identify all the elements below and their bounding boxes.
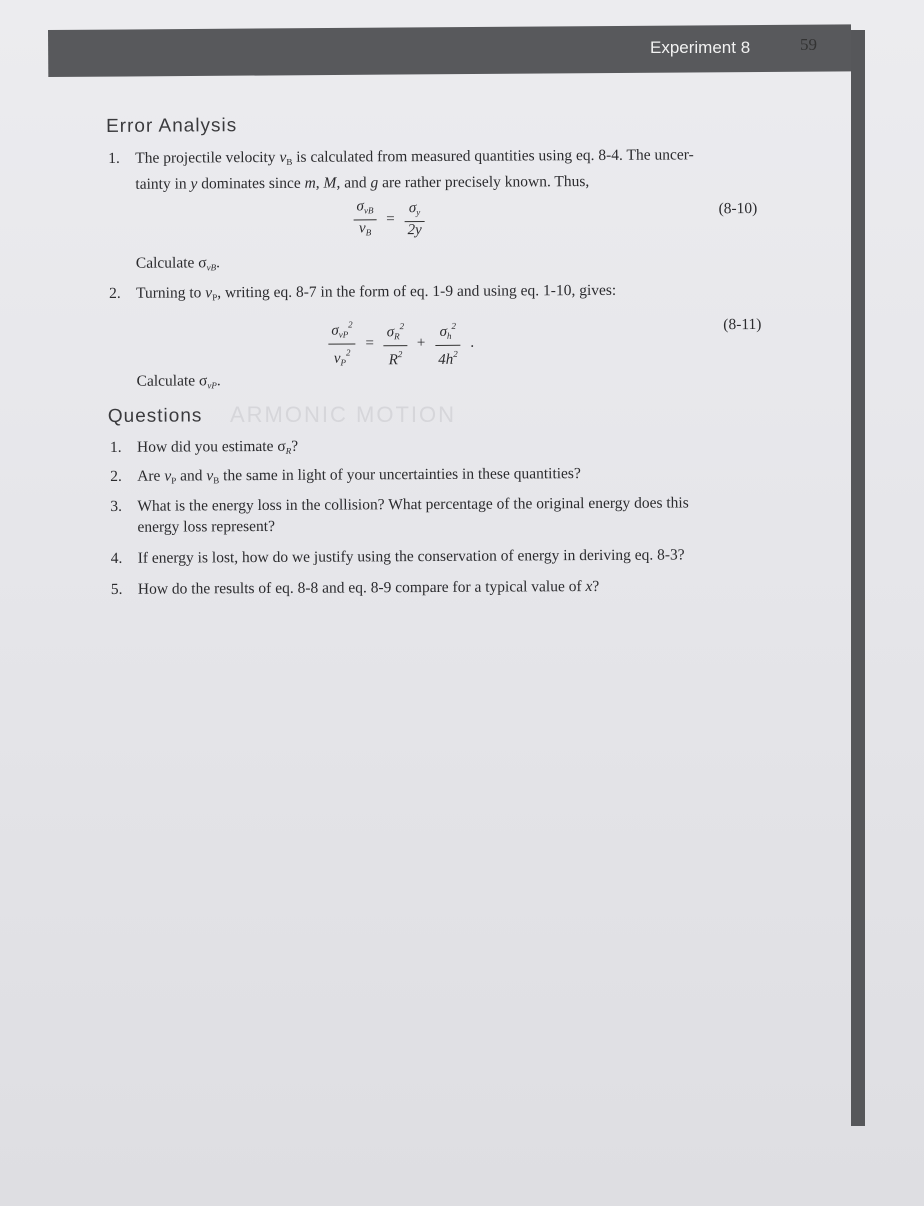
symbol: σ <box>356 198 364 215</box>
fraction <box>328 316 356 371</box>
text: ? <box>291 437 299 455</box>
superscript: 2 <box>451 320 456 331</box>
variable: v <box>206 467 214 485</box>
subscript: vP <box>207 380 217 391</box>
symbol: σ <box>331 322 339 339</box>
symbol: R <box>388 352 398 369</box>
symbol: σ <box>408 200 417 217</box>
fraction <box>435 318 461 369</box>
equation-8-11 <box>325 316 477 372</box>
text: , writing eq. 8-7 in the form of eq. 1-9 and using eq. 1-10, gives: <box>217 281 617 302</box>
symbol: 2y <box>407 222 422 239</box>
text: is calculated from measured quantities using eq. 8-4. The uncer- <box>292 146 694 166</box>
text: the same in light of your uncertainties in these quantities? <box>219 465 581 485</box>
superscript: 2 <box>399 321 405 332</box>
subscript: vB <box>206 262 217 273</box>
text: The projectile velocity <box>135 148 280 167</box>
item-number: 1. <box>109 438 122 456</box>
text: How do the results of eq. 8-8 and eq. 8-9 compare for a typical value of <box>137 578 586 598</box>
question-3 <box>137 492 777 538</box>
error-analysis-title: Error Analysis <box>105 115 238 137</box>
equals-sign: = <box>386 211 395 228</box>
running-head: Experiment 8 <box>650 38 751 57</box>
variable: v <box>279 148 287 166</box>
item-number: 2. <box>109 284 121 302</box>
subscript: P <box>171 475 177 486</box>
text: Calculate σ <box>136 372 208 390</box>
variable: v <box>205 284 213 302</box>
calculate-sigma-vp <box>137 367 777 397</box>
superscript: 2 <box>345 347 351 358</box>
fraction <box>404 200 424 239</box>
symbol: v <box>358 220 366 237</box>
equation-8-10 <box>350 198 427 241</box>
text: dominates since <box>197 174 305 193</box>
subscript: R <box>394 331 400 342</box>
subscript: vP <box>338 329 349 340</box>
item-number: 2. <box>110 467 122 485</box>
subscript: vB <box>363 205 374 216</box>
variable: g <box>370 174 379 192</box>
item-number: 5. <box>110 580 123 598</box>
item-number: 1. <box>108 149 120 167</box>
period: . <box>470 334 475 351</box>
question-1 <box>137 433 777 463</box>
superscript: 2 <box>453 348 458 359</box>
subscript: h <box>446 330 452 341</box>
subscript: B <box>286 156 293 167</box>
text: . <box>216 372 221 390</box>
symbol: σ <box>439 323 448 340</box>
subscript: P <box>212 292 218 303</box>
item-number: 3. <box>110 497 123 515</box>
calculate-sigma-vb <box>136 249 776 279</box>
subscript: B <box>213 475 220 486</box>
text: , <box>315 174 324 192</box>
equation-label: (8-10) <box>718 199 758 218</box>
symbol: 4h <box>438 351 454 368</box>
symbol: v <box>333 350 341 367</box>
fraction <box>384 318 408 369</box>
variable: m <box>304 174 316 192</box>
text: tainty in <box>135 175 191 193</box>
subscript: B <box>365 227 372 238</box>
subscript: R <box>285 445 292 456</box>
text: . <box>216 254 221 272</box>
question-5 <box>138 575 778 600</box>
superscript: 2 <box>397 349 403 360</box>
error-item-2-text <box>136 279 776 309</box>
subscript: y <box>416 207 421 218</box>
text: and <box>176 467 207 485</box>
text: energy loss represent? <box>137 517 275 536</box>
page-number: 59 <box>800 35 817 54</box>
plus-sign: + <box>416 335 426 352</box>
text: , and <box>336 174 371 192</box>
variable: y <box>190 175 198 193</box>
item-number: 4. <box>110 549 123 567</box>
superscript: 2 <box>348 319 353 330</box>
bleed-through-text: ARMONIC MOTION <box>230 402 456 427</box>
text: How did you estimate σ <box>136 437 286 456</box>
text: Turning to <box>136 284 206 302</box>
text: are rather precisely known. Thus, <box>378 173 590 192</box>
question-4: If energy is lost, how do we justify using the conservation of energy in deriving eq. 8-3? <box>137 546 685 567</box>
variable: v <box>164 467 172 485</box>
equation-label: (8-11) <box>723 315 762 334</box>
variable: x <box>585 578 593 596</box>
variable: M <box>323 174 337 192</box>
text: Are <box>137 467 165 485</box>
question-2 <box>137 462 777 492</box>
text: Calculate σ <box>135 254 207 272</box>
fraction <box>353 198 376 241</box>
subscript: P <box>340 357 347 368</box>
error-item-1-text <box>135 144 775 195</box>
symbol: σ <box>386 324 395 341</box>
text: What is the energy loss in the collision? What percentage of the original energy does this <box>137 494 689 515</box>
text: ? <box>592 577 600 596</box>
questions-title: Questions <box>107 405 203 427</box>
equals-sign: = <box>365 335 375 352</box>
